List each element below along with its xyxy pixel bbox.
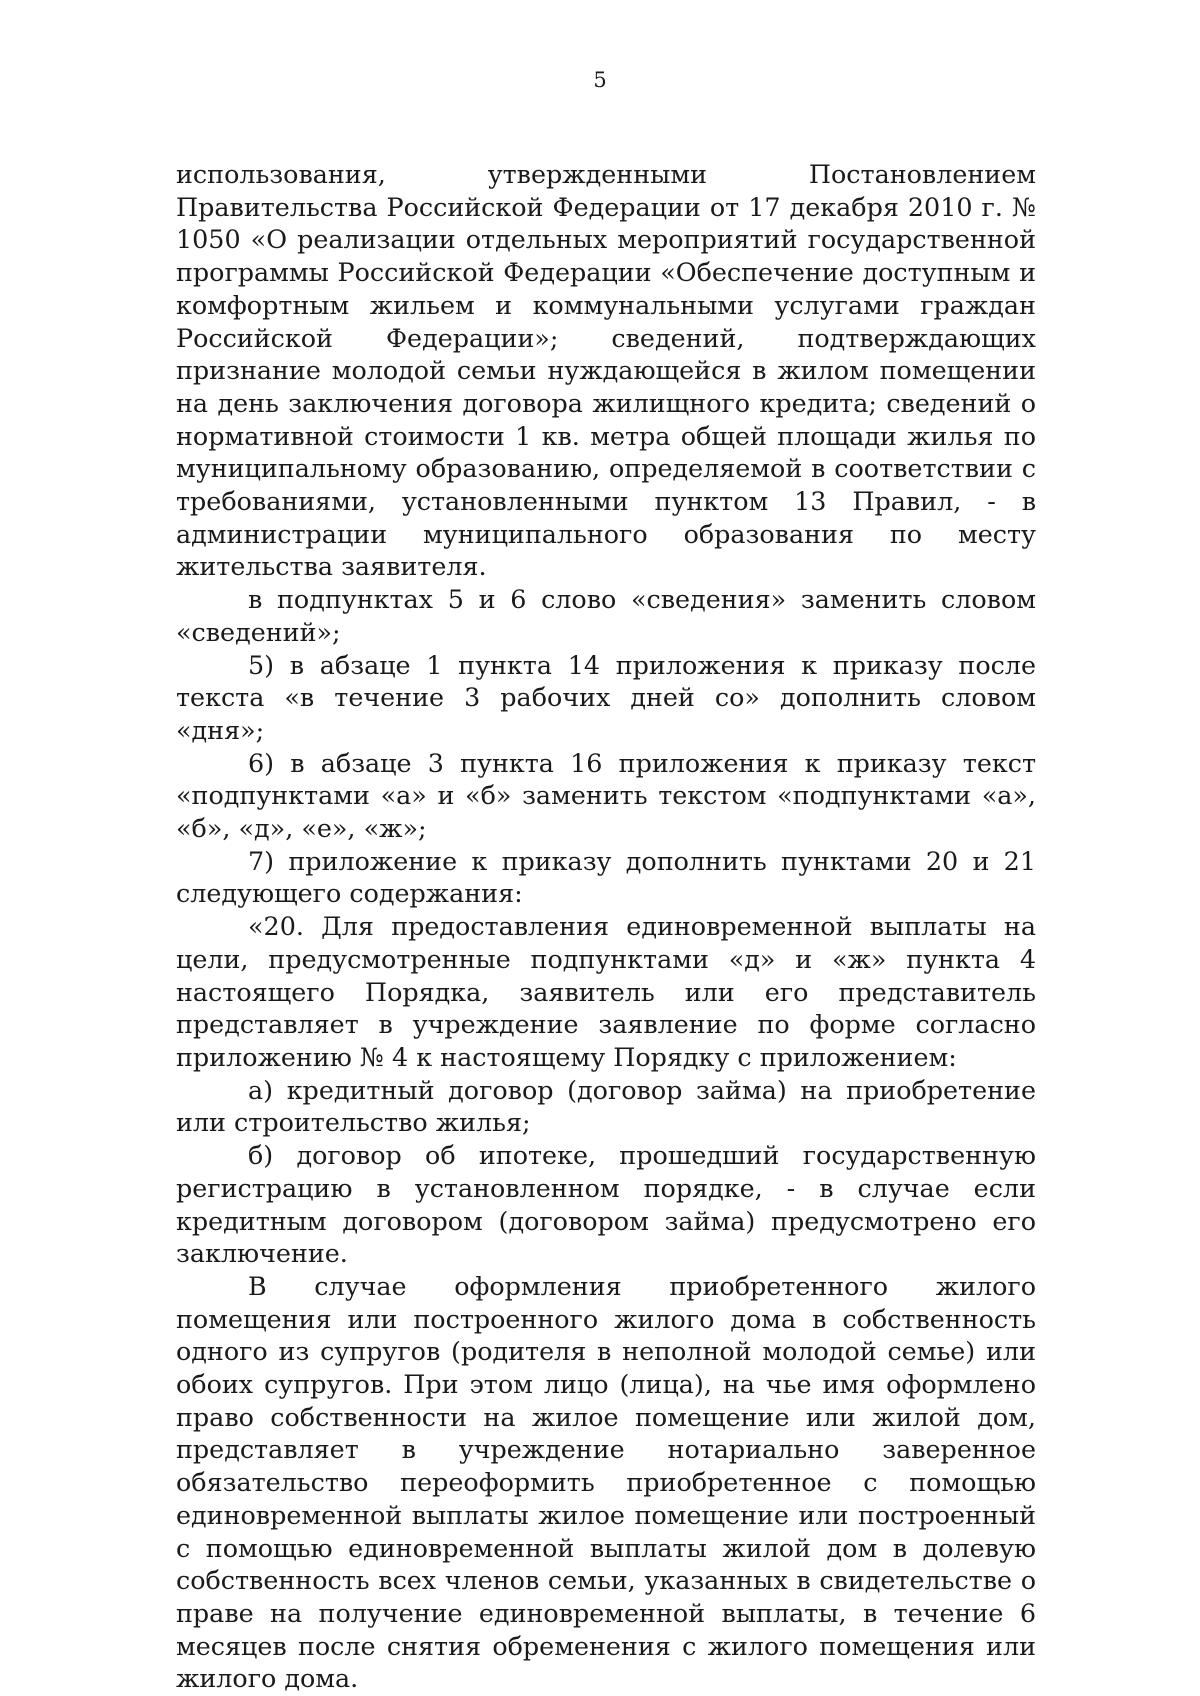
paragraph-item-6: 6) в абзаце 3 пункта 16 приложения к приказу текст «подпунктами «а» и «б» заменить текстом «подпунктами «а», «б», «д», «е», «ж»;	[176, 747, 1036, 844]
document-body	[176, 158, 1036, 1695]
paragraph-item-5: 5) в абзаце 1 пункта 14 приложения к приказу после текста «в течение 3 рабочих дней со» дополнить словом «дня»;	[176, 649, 1036, 745]
paragraph-ownership-case: В случае оформления приобретенного жилого помещения или построенного жилого дома в собственность одного из супругов (родителя в неполной молодой семье) или обоих супругов. При этом лицо (лица), на чье имя оформлено право собственности на жилое помещение или жилой дом, представляет в учреждение нотариально заверенное обязательство переоформить приобретенное с помощью единовременной выплаты жилое помещение или построенный с помощью единовременной выплаты жилой дом в долевую собственность всех членов семьи, указанных в свидетельстве о праве на получение единовременной выплаты, в течение 6 месяцев после снятия обременения с жилого помещения или жилого дома.	[176, 1270, 1036, 1694]
page-number: 5	[593, 68, 607, 92]
paragraph-item-7: 7) приложение к приказу дополнить пунктами 20 и 21 следующего содержания:	[176, 845, 1036, 909]
paragraph-subitem-a: а) кредитный договор (договор займа) на приобретение или строительство жилья;	[176, 1074, 1036, 1138]
paragraph-point-20: «20. Для предоставления единовременной выплаты на цели, предусмотренные подпунктами «д» и «ж» пункта 4 настоящего Порядка, заявитель или его представитель представляет в учреждение заявление по форме согласно приложению № 4 к настоящему Порядку с приложением:	[176, 911, 1036, 1072]
paragraph-continuation: использования, утвержденными Постановлением Правительства Российской Федерации от 17 декабря 2010 г. № 1050 «О реализации отдельных мероприятий государственной программы Российской Федерации «Обеспечение доступным и комфортным жильем и коммунальными услугами граждан Российской Федерации»; сведений, подтверждающих признание молодой семьи нуждающейся в жилом помещении на день заключения договора жилищного кредита; сведений о нормативной стоимости 1 кв. метра общей площади жилья по муниципальному образованию, определяемой в соответствии с требованиями, установленными пунктом 13 Правил, - в администрации муниципального образования по месту жительства заявителя.	[176, 159, 1036, 582]
paragraph-subitem-b: б) договор об ипотеке, прошедший государственную регистрацию в установленном порядке, - в случае если кредитным договором (договором займа) предусмотрено его заключение.	[176, 1140, 1036, 1269]
paragraph-subpoints-replacement: в подпунктах 5 и 6 слово «сведения» заменить словом «сведений»;	[176, 584, 1036, 647]
